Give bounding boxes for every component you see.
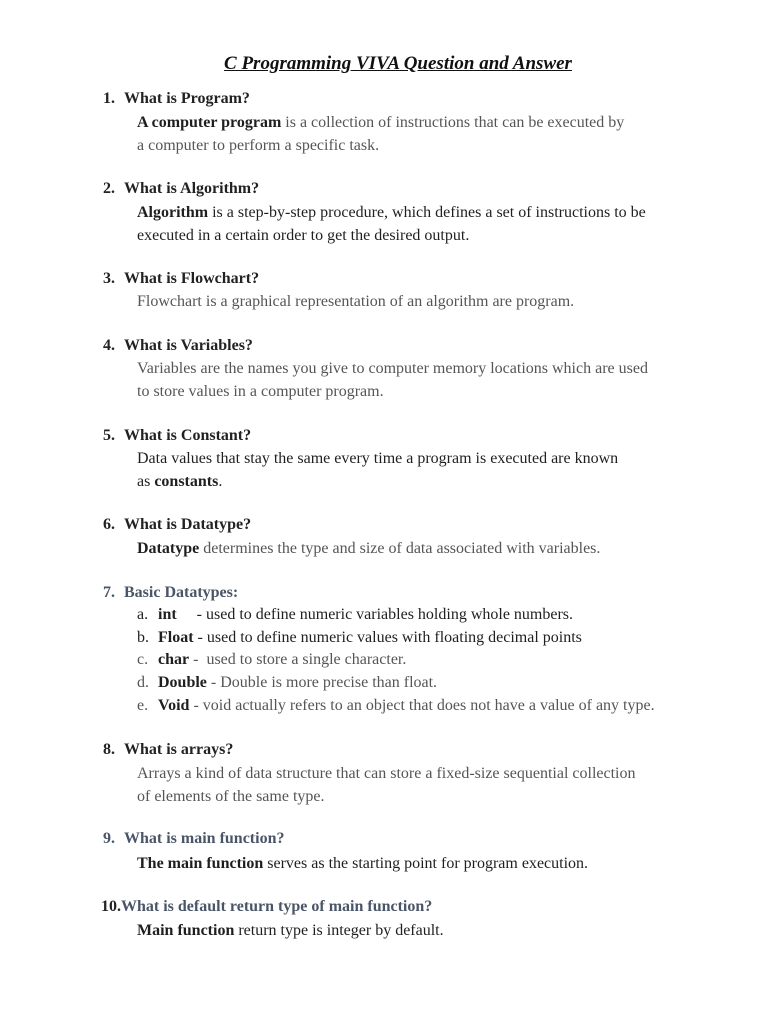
- datatype-item-float: b. Float - used to define numeric values with floating decimal points: [137, 629, 582, 646]
- answer-10: Main function return type is integer by default.: [137, 922, 444, 939]
- answer-5: Data values that stay the same every time a program is executed are known as constants.: [137, 450, 619, 490]
- document-title: C Programming VIVA Question and Answer: [224, 53, 572, 74]
- question-7: 7. Basic Datatypes:: [103, 584, 239, 601]
- answer-2: Algorithm is a step-by-step procedure, which defines a set of instructions to be executed in a certain order to get the desired output.: [137, 204, 646, 244]
- datatype-item-char: c. char - used to store a single character.: [137, 651, 407, 668]
- answer-3: Flowchart is a graphical representation of an algorithm are program.: [137, 293, 575, 310]
- question-8: 8. What is arrays?: [103, 741, 234, 758]
- question-4: 4. What is Variables?: [103, 337, 253, 354]
- answer-9: The main function serves as the starting point for program execution.: [137, 855, 589, 872]
- question-10: 10.What is default return type of main function?: [101, 898, 433, 915]
- question-2: 2. What is Algorithm?: [103, 180, 260, 197]
- answer-6: Datatype determines the type and size of data associated with variables.: [137, 540, 601, 557]
- question-9: 9. What is main function?: [103, 830, 285, 847]
- answer-8: Arrays a kind of data structure that can store a fixed-size sequential collection of elements of the same type.: [137, 765, 636, 805]
- question-6: 6. What is Datatype?: [103, 516, 252, 533]
- answer-1: A computer program is a collection of instructions that can be executed by a computer to perform a specific task.: [137, 114, 625, 154]
- answer-4: Variables are the names you give to computer memory locations which are used to store values in a computer program.: [137, 360, 648, 400]
- datatype-item-double: d. Double - Double is more precise than float.: [137, 674, 438, 691]
- question-1: 1. What is Program?: [103, 90, 250, 107]
- question-5: 5. What is Constant?: [103, 427, 252, 444]
- datatype-item-int: a. int - used to define numeric variables holding whole numbers.: [137, 606, 574, 623]
- question-3: 3. What is Flowchart?: [103, 270, 260, 287]
- datatype-item-void: e. Void - void actually refers to an object that does not have a value of any type.: [137, 697, 655, 714]
